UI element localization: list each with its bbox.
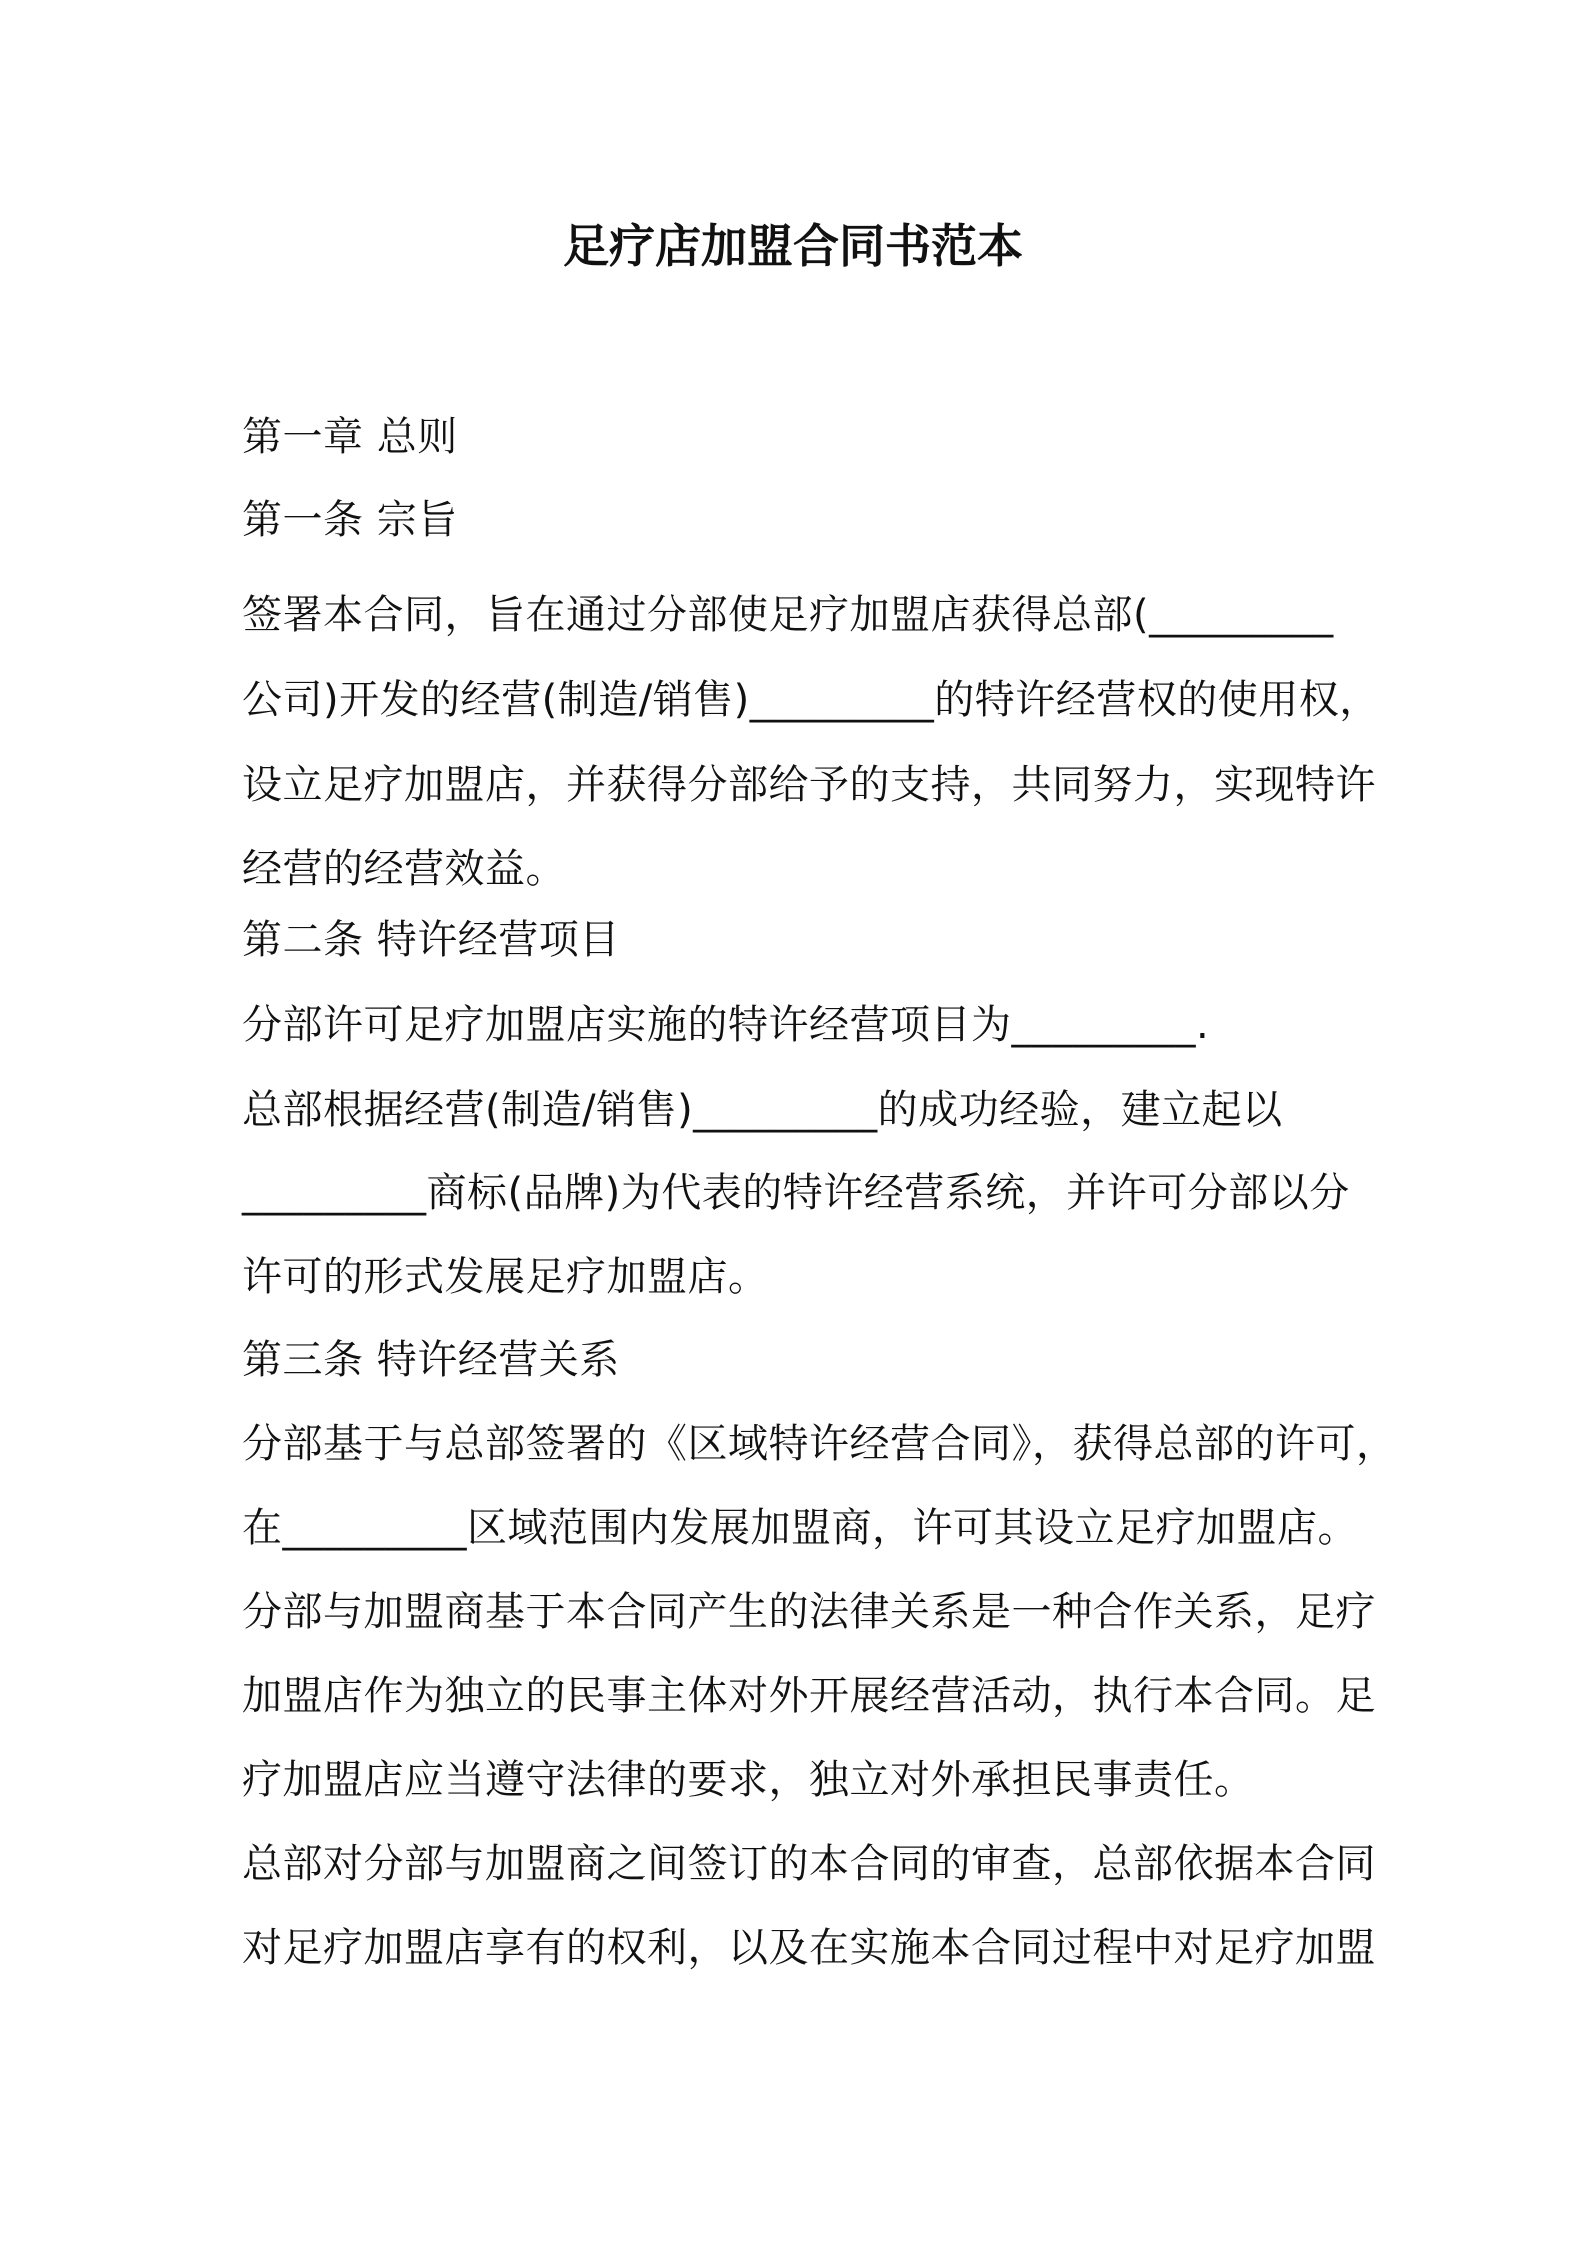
document-title: 足疗店加盟合同书范本 xyxy=(563,219,1023,273)
article-heading: 第三条 特许经营关系 xyxy=(242,1337,620,1383)
paragraph-line: 总部对分部与加盟商之间签订的本合同的审查，总部依据本合同 xyxy=(242,1841,1376,1887)
paragraph-line: 对足疗加盟店享有的权利，以及在实施本合同过程中对足疗加盟 xyxy=(242,1925,1376,1971)
paragraph-line: 分部基于与总部签署的《区域特许经营合同》，获得总部的许可， xyxy=(242,1421,1397,1467)
article-heading: 第二条 特许经营项目 xyxy=(242,917,620,963)
paragraph-line: 分部许可足疗加盟店实施的特许经营项目为_________. xyxy=(242,1002,1210,1048)
paragraph-line: 签署本合同，旨在通过分部使足疗加盟店获得总部(_________ xyxy=(242,592,1334,638)
chapter-heading: 第一章 总则 xyxy=(242,414,458,460)
paragraph-line: _________商标(品牌)为代表的特许经营系统，并许可分部以分 xyxy=(242,1170,1350,1216)
paragraph-line: 许可的形式发展足疗加盟店。 xyxy=(242,1254,769,1300)
paragraph-line: 经营的经营效益。 xyxy=(242,846,566,892)
paragraph-line: 加盟店作为独立的民事主体对外开展经营活动，执行本合同。足 xyxy=(242,1673,1376,1719)
article-heading: 第一条 宗旨 xyxy=(242,497,458,543)
paragraph-line: 在_________区域范围内发展加盟商，许可其设立足疗加盟店。 xyxy=(242,1505,1358,1551)
paragraph-line: 总部根据经营(制造/销售)_________的成功经验，建立起以 xyxy=(242,1087,1283,1133)
paragraph-line: 疗加盟店应当遵守法律的要求，独立对外承担民事责任。 xyxy=(242,1757,1255,1803)
paragraph-line: 分部与加盟商基于本合同产生的法律关系是一种合作关系，足疗 xyxy=(242,1589,1376,1635)
paragraph-line: 公司)开发的经营(制造/销售)_________的特许经营权的使用权， xyxy=(242,677,1380,723)
paragraph-line: 设立足疗加盟店，并获得分部给予的支持，共同努力，实现特许 xyxy=(242,762,1376,808)
